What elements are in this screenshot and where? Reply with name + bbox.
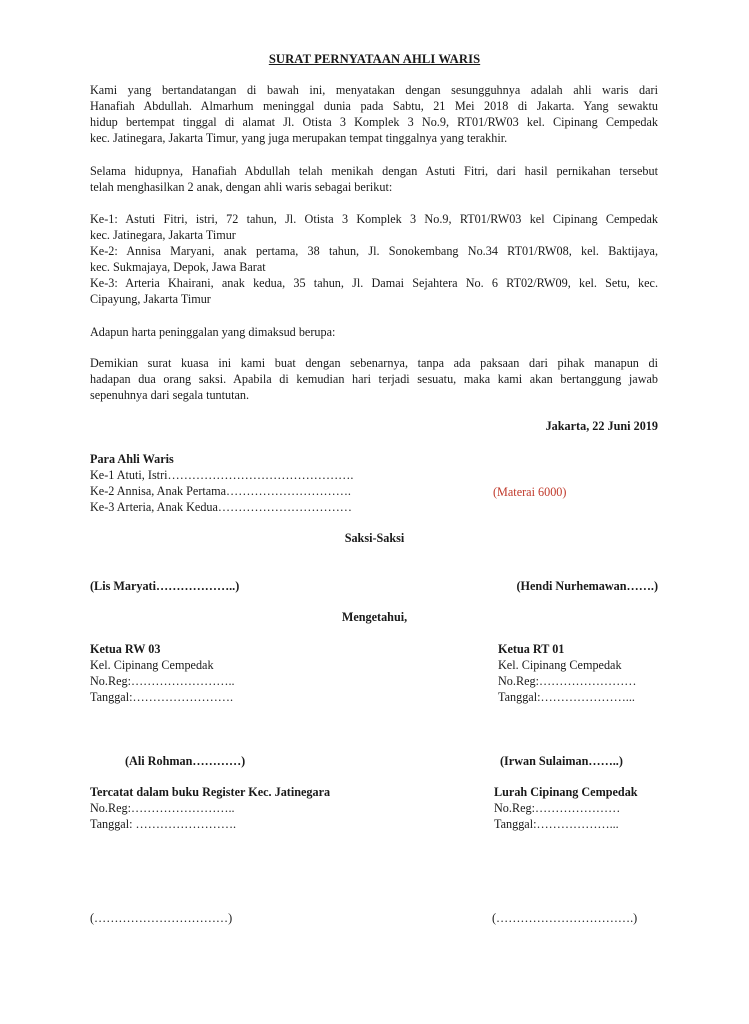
- witnesses-heading: Saksi-Saksi: [344, 531, 405, 545]
- list-item: Ke-3: Arteria Khairani, anak kedua, 35 tahun, Jl. Damai Sejahtera No. 6 RT02/RW09, kel. Setu, kec.: [90, 276, 658, 290]
- rw-kelurahan: Kel. Cipinang Cempedak: [90, 658, 214, 672]
- text-line: Hanafiah Abdullah. Almarhum meninggal dunia pada Sabtu, 21 Mei 2018 di Jakarta. Yang sewaktu: [90, 99, 658, 113]
- lurah-signature: (…………………………….): [492, 911, 638, 925]
- stamp-duty-label: (Materai 6000): [493, 485, 567, 499]
- text-line: Adapun harta peninggalan yang dimaksud berupa:: [90, 325, 336, 339]
- register-tanggal: Tanggal: …………………….: [90, 817, 237, 831]
- rw-signature: (Ali Rohman…………): [125, 754, 246, 768]
- document-title: SURAT PERNYATAAN AHLI WARIS: [268, 52, 481, 66]
- rw-tanggal: Tanggal:…………………….: [90, 690, 234, 704]
- intro-paragraph: [90, 82, 658, 146]
- heir-signature-line: Ke-1 Atuti, Istri……………………………………….: [90, 468, 354, 482]
- text-line: Demikian surat kuasa ini kami buat dengan sebenarnya, tanpa ada paksaan dari pihak manapun di: [90, 356, 658, 370]
- closing-paragraph: [90, 355, 658, 403]
- rt-kelurahan: Kel. Cipinang Cempedak: [498, 658, 622, 672]
- text-line: hidup bertempat tinggal di alamat Jl. Otista 3 Komplek 3 No.9, RT01/RW03 kel. Cipinang Cempedak: [90, 115, 658, 129]
- list-item: kec. Jatinegara, Jakarta Timur: [90, 228, 236, 242]
- heir-signature-line: Ke-3 Arteria, Anak Kedua……………………………: [90, 500, 352, 514]
- register-title: Tercatat dalam buku Register Kec. Jatinegara: [90, 785, 331, 799]
- register-signature: (……………………………): [90, 911, 233, 925]
- text-line: kec. Jatinegara, Jakarta Timur, yang juga merupakan tempat tinggalnya yang terakhir.: [90, 131, 508, 145]
- rt-noreg: No.Reg:……………………: [498, 674, 637, 688]
- heirs-list: [90, 211, 658, 307]
- list-item: kec. Sukmajaya, Depok, Jawa Barat: [90, 260, 266, 274]
- text-line: sepenuhnya dari segala tuntutan.: [90, 388, 250, 402]
- witness-left-signature: (Lis Maryati………………..): [90, 579, 240, 593]
- lurah-noreg: No.Reg:…………………: [494, 801, 621, 815]
- inheritance-paragraph: [90, 324, 658, 340]
- register-noreg: No.Reg:……………………..: [90, 801, 235, 815]
- list-item: Ke-1: Astuti Fitri, istri, 72 tahun, Jl. Otista 3 Komplek 3 No.9, RT01/RW03 kel Cipinang Cempedak: [90, 212, 658, 226]
- list-item: Cipayung, Jakarta Timur: [90, 292, 211, 306]
- acknowledged-heading: Mengetahui,: [341, 610, 408, 624]
- text-line: Kami yang bertandatangan di bawah ini, menyatakan dengan sesungguhnya adalah ahli waris dari: [90, 83, 658, 97]
- list-item: Ke-2: Annisa Maryani, anak pertama, 38 tahun, Jl. Sonokembang No.34 RT01/RW08, kel. Baktijaya,: [90, 244, 658, 258]
- rt-tanggal: Tanggal:…………………...: [498, 690, 635, 704]
- heir-signature-line: Ke-2 Annisa, Anak Pertama………………………….: [90, 484, 351, 498]
- rt-signature: (Irwan Sulaiman……..): [500, 754, 623, 768]
- marriage-paragraph: [90, 163, 658, 195]
- lurah-tanggal: Tanggal:………………...: [494, 817, 619, 831]
- lurah-title: Lurah Cipinang Cempedak: [494, 785, 638, 799]
- rw-noreg: No.Reg:……………………..: [90, 674, 235, 688]
- text-line: Selama hidupnya, Hanafiah Abdullah telah menikah dengan Astuti Fitri, dari hasil pernikahan tersebut: [90, 164, 658, 178]
- heirs-heading: Para Ahli Waris: [90, 452, 174, 466]
- place-date: Jakarta, 22 Juni 2019: [545, 419, 658, 433]
- text-line: hadapan dua orang saksi. Apabila di kemudian hari terjadi sesuatu, maka kami akan bertanggung jawab: [90, 372, 658, 386]
- rw-title: Ketua RW 03: [90, 642, 161, 656]
- text-line: telah menghasilkan 2 anak, dengan ahli waris sebagai berikut:: [90, 180, 393, 194]
- witness-right-signature: (Hendi Nurhemawan…….): [516, 579, 658, 593]
- rt-title: Ketua RT 01: [498, 642, 565, 656]
